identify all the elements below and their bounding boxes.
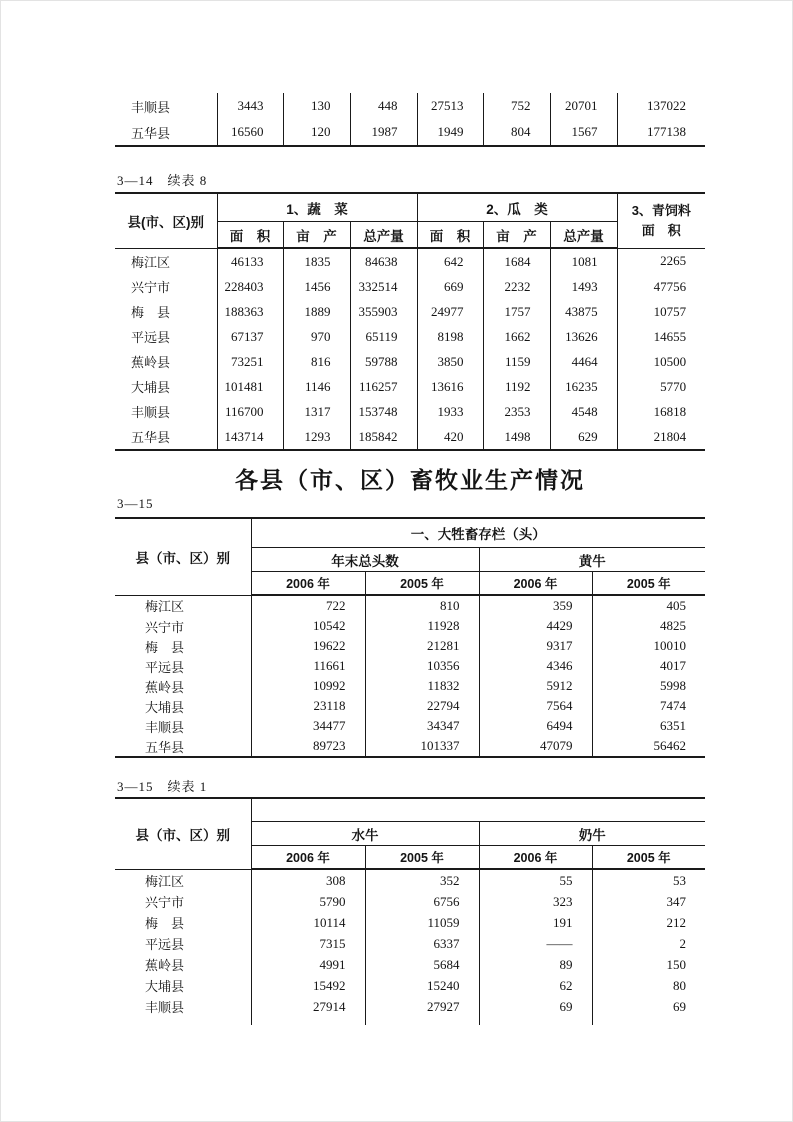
value-cell: 1835: [283, 248, 350, 274]
value-cell: 1159: [483, 349, 550, 374]
veg-area-header: 面 积: [217, 222, 283, 249]
value-cell: 352: [365, 869, 479, 891]
year-2005-header: 2005 年: [365, 846, 479, 870]
county-cell: 蕉岭县: [115, 676, 251, 696]
county-cell: 平远县: [115, 324, 217, 349]
value-cell: 27513: [417, 93, 483, 119]
county-cell: 丰顺县: [115, 996, 251, 1017]
county-cell: 平远县: [115, 656, 251, 676]
year-2005-header: 2005 年: [592, 572, 705, 596]
value-cell: 59788: [350, 349, 417, 374]
section-title: 各县（市、区）畜牧业生产情况: [235, 467, 585, 493]
value-cell: 4991: [251, 954, 365, 975]
value-cell: 69: [673, 998, 686, 1014]
value-cell: 629: [550, 424, 617, 450]
value-cell: 5912: [479, 676, 592, 696]
value-cell: 80: [673, 977, 686, 993]
value-cell: 191: [479, 912, 592, 933]
value-cell: 2353: [483, 399, 550, 424]
value-cell: 332514: [350, 274, 417, 299]
value-cell: 804: [483, 119, 550, 146]
value-cell: 1933: [417, 399, 483, 424]
value-cell: 24977: [417, 299, 483, 324]
value-cell: 722: [251, 595, 365, 616]
value-cell: 62: [479, 975, 592, 996]
county-cell: 平远县: [115, 933, 251, 954]
county-cell: 五华县: [115, 424, 217, 450]
county-cell: 蕉岭县: [115, 349, 217, 374]
table-row: [115, 676, 705, 696]
county-cell: 兴宁市: [115, 274, 217, 299]
value-cell: 816: [283, 349, 350, 374]
value-cell: 22794: [365, 696, 479, 716]
value-cell: 16235: [550, 374, 617, 399]
cut-off-row-tail: [115, 1017, 705, 1025]
table-row: [115, 374, 705, 399]
melon-total-header: 总产量: [550, 222, 617, 249]
value-cell: 1192: [483, 374, 550, 399]
county-cell: 蕉岭县: [115, 954, 251, 975]
table-3-14-header: [115, 193, 705, 248]
green-feed-line2: 面 积: [641, 222, 681, 238]
county-cell: 梅江区: [115, 595, 251, 616]
value-cell: 1889: [283, 299, 350, 324]
county-cell: 五华县: [115, 736, 251, 757]
county-cell: 梅 县: [115, 299, 217, 324]
veg-yield-header: 亩 产: [283, 222, 350, 249]
table-row: [115, 274, 705, 299]
value-cell: 11832: [365, 676, 479, 696]
value-cell: 228403: [217, 274, 283, 299]
value-cell: 1987: [350, 119, 417, 146]
county-column-header: 县（市、区）别: [115, 518, 251, 595]
table-row: [115, 736, 705, 757]
value-cell: 43875: [550, 299, 617, 324]
value-cell: 84638: [350, 248, 417, 274]
value-cell: 21804: [653, 428, 687, 444]
county-column-header: 县（市、区）别: [115, 798, 251, 869]
value-cell: 11661: [251, 656, 365, 676]
year-2005-header: 2005 年: [365, 572, 479, 596]
table-label-3-15: 3—15: [117, 496, 154, 511]
year-2006-header: 2006 年: [251, 846, 365, 870]
value-cell: 3443: [217, 93, 283, 119]
value-cell: 47756: [653, 278, 687, 294]
value-cell: 4429: [479, 616, 592, 636]
county-cell: 丰顺县: [115, 93, 217, 119]
table-row: [115, 93, 705, 119]
value-cell: 7564: [479, 696, 592, 716]
value-cell: 15492: [251, 975, 365, 996]
county-cell: 兴宁市: [115, 616, 251, 636]
value-cell: 1146: [283, 374, 350, 399]
value-cell: 177138: [647, 124, 686, 139]
county-column-header: 县(市、区)别: [115, 193, 217, 248]
value-cell: 13616: [417, 374, 483, 399]
value-cell: 4017: [660, 658, 686, 673]
table-row: [115, 636, 705, 656]
county-cell: 梅 县: [115, 636, 251, 656]
table-label-3-15-cont: 3—15 续表 1: [117, 779, 208, 794]
county-cell: 大埔县: [115, 374, 217, 399]
county-cell: 梅江区: [115, 869, 251, 891]
table-row: [115, 891, 705, 912]
year-2006-header: 2006 年: [479, 572, 592, 596]
water-buffalo-group-header: 水牛: [251, 822, 479, 846]
value-cell: 1081: [550, 248, 617, 274]
value-cell: 34477: [251, 716, 365, 736]
value-cell: 323: [479, 891, 592, 912]
value-cell: 308: [251, 869, 365, 891]
table-row: [115, 656, 705, 676]
county-cell: 梅江区: [115, 248, 217, 274]
value-cell: 27927: [365, 996, 479, 1017]
value-cell: 2265: [660, 253, 687, 269]
value-cell: 55: [479, 869, 592, 891]
value-cell: 10992: [251, 676, 365, 696]
value-cell: 9317: [479, 636, 592, 656]
veg-total-header: 总产量: [350, 222, 417, 249]
value-cell: 11059: [365, 912, 479, 933]
value-cell: 19622: [251, 636, 365, 656]
value-cell: 89723: [251, 736, 365, 757]
value-cell: 116257: [350, 374, 417, 399]
value-cell: 185842: [350, 424, 417, 450]
value-cell: 5998: [660, 678, 686, 693]
dairy-cattle-group-header: 奶牛: [479, 822, 705, 846]
vegetables-group-header: 1、蔬 菜: [217, 193, 417, 222]
value-cell: 669: [417, 274, 483, 299]
table-row: [115, 248, 705, 274]
table-3-15-cont-livestock: [115, 797, 705, 1025]
green-feed-line1: 3、青饲料: [631, 202, 691, 218]
value-cell: 6494: [479, 716, 592, 736]
value-cell: 14655: [653, 328, 687, 344]
value-cell: 16818: [653, 403, 687, 419]
value-cell: 2232: [483, 274, 550, 299]
value-cell: 1493: [550, 274, 617, 299]
table-row: [115, 696, 705, 716]
value-cell: 16560: [217, 119, 283, 146]
melons-group-header: 2、瓜 类: [417, 193, 617, 222]
table-row: [115, 716, 705, 736]
value-cell: 137022: [647, 98, 686, 113]
large-livestock-span-header: 一、大牲畜存栏（头）: [251, 518, 705, 548]
melon-yield-header: 亩 产: [483, 222, 550, 249]
table-row: [115, 869, 705, 891]
table-row: [115, 399, 705, 424]
value-cell: 188363: [217, 299, 283, 324]
value-cell: 120: [283, 119, 350, 146]
value-cell: 7474: [660, 698, 686, 713]
value-cell: 5770: [660, 378, 687, 394]
value-cell: 56462: [653, 738, 686, 753]
value-cell: 34347: [365, 716, 479, 736]
value-cell: 143714: [217, 424, 283, 450]
county-cell: 丰顺县: [115, 399, 217, 424]
value-cell: 116700: [217, 399, 283, 424]
table-label-3-14: 3—14 续表 8: [117, 173, 208, 188]
value-cell: 13626: [550, 324, 617, 349]
value-cell: 355903: [350, 299, 417, 324]
value-cell: 6351: [660, 718, 686, 733]
value-cell: 359: [479, 595, 592, 616]
value-cell: 10757: [653, 303, 687, 319]
value-cell: 15240: [365, 975, 479, 996]
value-cell: 1293: [283, 424, 350, 450]
value-cell: 1684: [483, 248, 550, 274]
table-3-15-header: [115, 518, 705, 595]
value-cell: 10010: [653, 638, 686, 653]
value-cell: 4464: [550, 349, 617, 374]
value-cell: 810: [365, 595, 479, 616]
value-cell: 3850: [417, 349, 483, 374]
value-cell: 642: [417, 248, 483, 274]
value-cell: 21281: [365, 636, 479, 656]
county-cell: 五华县: [115, 119, 217, 146]
county-cell: 梅 县: [115, 912, 251, 933]
value-cell: 53: [673, 872, 686, 888]
value-cell: 69: [479, 996, 592, 1017]
yellow-cattle-group-header: 黄牛: [479, 548, 705, 572]
table-3-14-previous-fragment: [115, 93, 705, 147]
value-cell: 5684: [365, 954, 479, 975]
table-row: [115, 954, 705, 975]
value-cell: 65119: [350, 324, 417, 349]
value-cell: 1949: [417, 119, 483, 146]
table-row: [115, 299, 705, 324]
value-cell: 2: [679, 935, 686, 951]
table-row: [115, 595, 705, 616]
value-cell: 23118: [251, 696, 365, 716]
value-cell: 73251: [217, 349, 283, 374]
value-cell: 46133: [217, 248, 283, 274]
value-cell: 130: [283, 93, 350, 119]
table-3-15-livestock: [115, 517, 705, 758]
value-cell: 1498: [483, 424, 550, 450]
value-cell: 8198: [417, 324, 483, 349]
value-cell: ——: [479, 933, 592, 954]
value-cell: 1757: [483, 299, 550, 324]
value-cell: 1567: [550, 119, 617, 146]
value-cell: 4548: [550, 399, 617, 424]
value-cell: 405: [666, 598, 686, 613]
table-row: [115, 119, 705, 146]
table-row: [115, 912, 705, 933]
county-cell: 大埔县: [115, 975, 251, 996]
value-cell: 150: [666, 956, 686, 972]
value-cell: 347: [666, 893, 686, 909]
value-cell: 10542: [251, 616, 365, 636]
empty-span-header: [251, 798, 705, 822]
value-cell: 67137: [217, 324, 283, 349]
county-cell: 大埔县: [115, 696, 251, 716]
melon-area-header: 面 积: [417, 222, 483, 249]
year-2006-header: 2006 年: [479, 846, 592, 870]
value-cell: 47079: [479, 736, 592, 757]
table-row: [115, 349, 705, 374]
value-cell: 420: [417, 424, 483, 450]
year-end-total-group-header: 年末总头数: [251, 548, 479, 572]
green-feed-column-header: [617, 193, 705, 248]
value-cell: 101337: [365, 736, 479, 757]
value-cell: 1456: [283, 274, 350, 299]
value-cell: 5790: [251, 891, 365, 912]
value-cell: 7315: [251, 933, 365, 954]
value-cell: 11928: [365, 616, 479, 636]
county-cell: 丰顺县: [115, 716, 251, 736]
value-cell: 10500: [653, 353, 687, 369]
value-cell: 1317: [283, 399, 350, 424]
table-3-14-crops: [115, 192, 705, 451]
value-cell: 6756: [365, 891, 479, 912]
table-row: [115, 996, 705, 1017]
table-row: [115, 324, 705, 349]
value-cell: 4346: [479, 656, 592, 676]
value-cell: 6337: [365, 933, 479, 954]
value-cell: 27914: [251, 996, 365, 1017]
value-cell: 212: [666, 914, 686, 930]
county-cell: 兴宁市: [115, 891, 251, 912]
value-cell: 1662: [483, 324, 550, 349]
value-cell: 153748: [350, 399, 417, 424]
table-row: [115, 616, 705, 636]
table-row: [115, 975, 705, 996]
value-cell: 752: [483, 93, 550, 119]
value-cell: 970: [283, 324, 350, 349]
year-2005-header: 2005 年: [592, 846, 705, 870]
value-cell: 20701: [550, 93, 617, 119]
table-row: [115, 933, 705, 954]
table-3-15-cont-header: [115, 798, 705, 869]
table-row: [115, 424, 705, 450]
value-cell: 101481: [217, 374, 283, 399]
value-cell: 4825: [660, 618, 686, 633]
value-cell: 10356: [365, 656, 479, 676]
value-cell: 89: [479, 954, 592, 975]
value-cell: 10114: [251, 912, 365, 933]
year-2006-header: 2006 年: [251, 572, 365, 596]
value-cell: 448: [350, 93, 417, 119]
